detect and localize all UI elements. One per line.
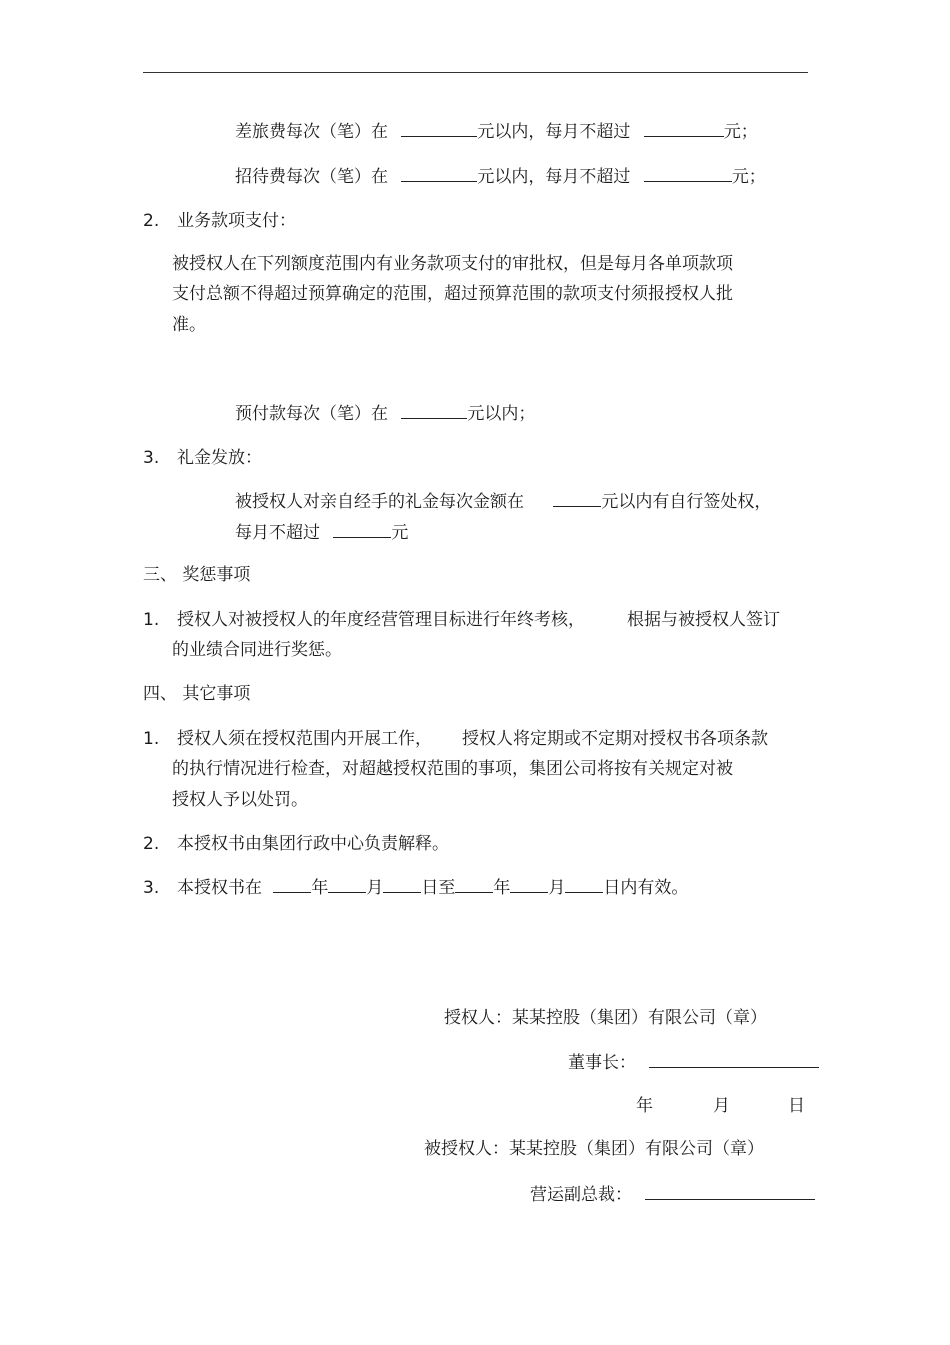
- date-day-label: 日: [788, 1096, 805, 1116]
- gift-monthly-label: 每月不超过: [235, 523, 320, 543]
- item2-title: 业务款项支付：: [177, 211, 296, 231]
- section3-item1-line2: 的业绩合同进行奖惩。: [172, 640, 342, 660]
- gift-line-2: [235, 521, 408, 544]
- section3-heading: 三、 奖惩事项: [143, 565, 251, 585]
- section4-item2: [143, 833, 449, 855]
- end-month-label: 月: [548, 878, 566, 898]
- start-month-blank[interactable]: [328, 876, 366, 893]
- section3-item1-text-a: 授权人对被授权人的年度经营管理目标进行年终考核，: [177, 610, 585, 630]
- section4-item1-text-a: 授权人须在授权范围内开展工作，: [177, 729, 432, 749]
- item3-heading: [143, 447, 262, 469]
- chairman-label: 董事长：: [568, 1053, 636, 1073]
- entertain-expense-label: 招待费每次（笔）在: [235, 167, 388, 187]
- end-year-blank[interactable]: [455, 876, 493, 893]
- section3-item1-text-b: 根据与被授权人签订: [627, 610, 780, 630]
- gift-per-item-blank[interactable]: [553, 490, 601, 507]
- item2-number: 2.: [143, 211, 160, 231]
- end-month-blank[interactable]: [510, 876, 548, 893]
- section4-item3-number: 3.: [143, 878, 160, 898]
- travel-monthly-label: 元以内，每月不超过: [477, 122, 631, 142]
- grantee-signature: 被授权人：某某控股（集团）有限公司（章）: [424, 1139, 764, 1159]
- gift-line-1: [235, 490, 771, 513]
- start-day-label: 日至: [421, 878, 456, 898]
- section4-item1-line2: 的执行情况进行检查，对超越授权范围的事项，集团公司将按有关规定对被: [172, 759, 733, 779]
- item2-heading: [143, 210, 296, 232]
- vp-line: [530, 1183, 815, 1206]
- item2-para-line: 支付总额不得超过预算确定的范围，超过预算范围的款项支付须报授权人批: [172, 284, 733, 304]
- chairman-signature-blank[interactable]: [649, 1051, 819, 1068]
- vp-signature-blank[interactable]: [645, 1183, 815, 1200]
- section4-item2-number: 2.: [143, 834, 160, 854]
- item2-para-line: 准。: [172, 315, 206, 335]
- travel-per-item-blank[interactable]: [401, 120, 477, 137]
- prepay-unit: 元以内；: [467, 404, 536, 424]
- section3-item1-number: 1.: [143, 610, 160, 630]
- entertain-expense-line: [235, 165, 766, 188]
- gift-amount-label: 被授权人对亲自经手的礼金每次金额在: [235, 492, 524, 512]
- section4-item1-number: 1.: [143, 729, 160, 749]
- vp-label: 营运副总裁：: [530, 1185, 632, 1205]
- end-day-blank[interactable]: [565, 876, 603, 893]
- entertain-monthly-blank[interactable]: [644, 165, 732, 182]
- entertain-per-item-blank[interactable]: [401, 165, 477, 182]
- chairman-line: [568, 1051, 819, 1074]
- start-month-label: 月: [366, 878, 384, 898]
- entertain-monthly-label: 元以内，每月不超过: [477, 167, 631, 187]
- entertain-unit: 元；: [731, 167, 766, 187]
- header-rule: [143, 72, 808, 73]
- grantor-signature: 授权人：某某控股（集团）有限公司（章）: [444, 1008, 767, 1028]
- start-year-blank[interactable]: [273, 876, 311, 893]
- end-year-label: 年: [493, 878, 511, 898]
- section4-item2-text: 本授权书由集团行政中心负责解释。: [177, 834, 449, 854]
- travel-unit: 元；: [723, 122, 758, 142]
- gift-authority-text: 元以内有自行签处权，: [601, 492, 772, 512]
- section4-item1-line3: 授权人予以处罚。: [172, 790, 308, 810]
- item3-number: 3.: [143, 448, 160, 468]
- item3-title: 礼金发放：: [177, 448, 262, 468]
- prepay-line: [235, 402, 535, 425]
- validity-prefix: 本授权书在: [177, 878, 262, 898]
- start-year-label: 年: [311, 878, 329, 898]
- item2-para-line: 被授权人在下列额度范围内有业务款项支付的审批权，但是每月各单项款项: [172, 254, 733, 274]
- gift-monthly-blank[interactable]: [333, 521, 391, 538]
- travel-expense-line: [235, 120, 758, 143]
- gift-unit: 元: [391, 523, 409, 543]
- section3-item1-line1: [143, 609, 780, 631]
- validity-suffix: 日内有效。: [603, 878, 689, 898]
- section4-item3: [143, 876, 688, 899]
- prepay-blank[interactable]: [401, 402, 467, 419]
- travel-expense-label: 差旅费每次（笔）在: [235, 122, 388, 142]
- section4-item1-text-b: 授权人将定期或不定期对授权书各项条款: [462, 729, 768, 749]
- travel-monthly-blank[interactable]: [644, 120, 724, 137]
- section4-heading: 四、 其它事项: [143, 684, 251, 704]
- start-day-blank[interactable]: [383, 876, 421, 893]
- signature-date: [636, 1095, 805, 1117]
- prepay-label: 预付款每次（笔）在: [235, 404, 388, 424]
- date-month-label: 月: [713, 1096, 730, 1116]
- section4-item1-line1: [143, 728, 768, 750]
- date-year-label: 年: [636, 1096, 653, 1116]
